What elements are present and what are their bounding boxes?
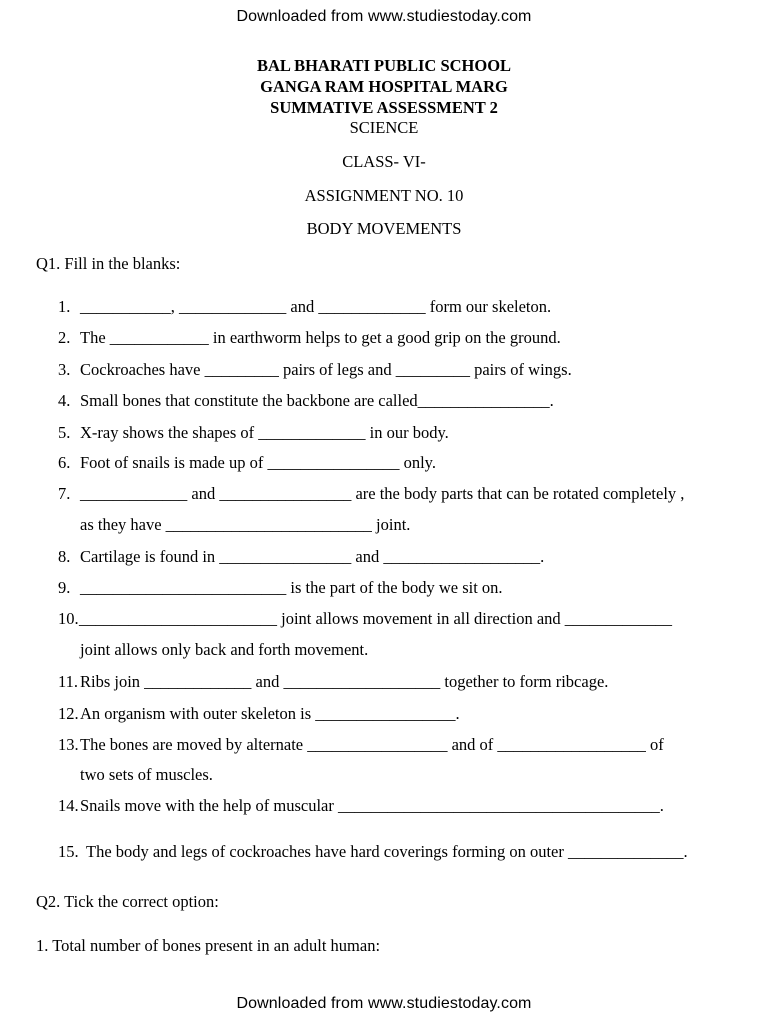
item-number: 12. <box>58 704 79 723</box>
item-continuation: as they have _________________________ joint. <box>80 515 411 534</box>
q2-first-item: 1. Total number of bones present in an adult human: <box>36 936 381 955</box>
download-banner-top: Downloaded from www.studiestoday.com <box>236 8 532 25</box>
item-text: _________________________ is the part of the body we sit on. <box>80 578 503 597</box>
topic-title: BODY MOVEMENTS <box>306 219 462 238</box>
item-text: Snails move with the help of muscular _______________________________________. <box>80 796 664 815</box>
item-number: 8. <box>58 547 71 566</box>
class-title: CLASS- VI- <box>342 152 426 171</box>
assessment-title: SUMMATIVE ASSESSMENT 2 <box>270 98 498 117</box>
item-number: 6. <box>58 453 71 472</box>
item-number: 13. <box>58 735 79 754</box>
item-number: 11. <box>58 672 79 691</box>
school-address: GANGA RAM HOSPITAL MARG <box>260 77 508 96</box>
item-number: 1. <box>58 297 71 316</box>
school-name: BAL BHARATI PUBLIC SCHOOL <box>256 56 512 75</box>
item-text: The ____________ in earthworm helps to get a good grip on the ground. <box>80 328 561 347</box>
item-number: 15. <box>58 842 79 861</box>
item-text: Foot of snails is made up of ________________ only. <box>80 453 436 472</box>
item-number: 14. <box>58 796 79 815</box>
assignment-title: ASSIGNMENT NO. 10 <box>304 186 464 205</box>
item-text: Cockroaches have _________ pairs of legs and _________ pairs of wings. <box>80 360 572 379</box>
item-number: 5. <box>58 423 71 442</box>
subject-title: SCIENCE <box>349 118 419 137</box>
item-text: Small bones that constitute the backbone are called________________. <box>80 391 554 410</box>
q1-heading: Q1. Fill in the blanks: <box>36 254 181 273</box>
item-text: The bones are moved by alternate _________________ and of __________________ of <box>80 735 664 754</box>
item-number: 9. <box>58 578 71 597</box>
item-number: 2. <box>58 328 71 347</box>
item-number: 7. <box>58 484 71 503</box>
item-continuation: two sets of muscles. <box>80 765 213 784</box>
item-text: _____________ and ________________ are the body parts that can be rotated completely , <box>80 484 685 503</box>
item-number: 10. <box>58 609 79 628</box>
item-text: X-ray shows the shapes of _____________ in our body. <box>80 423 449 442</box>
item-text: Ribs join _____________ and ___________________ together to form ribcage. <box>80 672 609 691</box>
item-text: Cartilage is found in ________________ and ___________________. <box>80 547 545 566</box>
item-text: The body and legs of cockroaches have hard coverings forming on outer ______________. <box>86 842 688 861</box>
item-text: ________________________ joint allows movement in all direction and _____________ <box>79 609 673 628</box>
item-number: 3. <box>58 360 71 379</box>
item-continuation: joint allows only back and forth movement. <box>80 640 369 659</box>
q2-heading: Q2. Tick the correct option: <box>36 892 219 911</box>
item-text: ___________, _____________ and _____________ form our skeleton. <box>80 297 552 316</box>
item-text: An organism with outer skeleton is _________________. <box>80 704 460 723</box>
download-banner-bottom: Downloaded from www.studiestoday.com <box>236 995 532 1012</box>
item-number: 4. <box>58 391 71 410</box>
